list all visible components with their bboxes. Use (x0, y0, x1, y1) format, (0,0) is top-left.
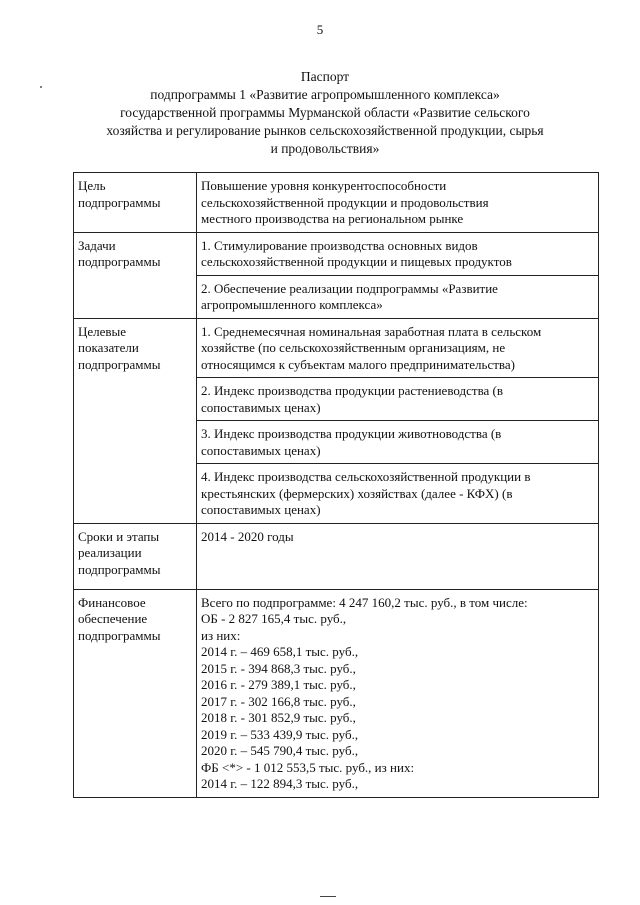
finance-line: 2018 г. - 301 852,9 тыс. руб., (201, 710, 356, 725)
row-value (197, 173, 599, 233)
label-line: подпрограммы (78, 561, 161, 577)
value-line: хозяйстве (по сельскохозяйственным организациям, не (201, 340, 506, 355)
task-item (197, 232, 599, 275)
label-line: Финансовое (78, 594, 146, 610)
finance-line: ОБ - 2 827 165,4 тыс. руб., (201, 611, 347, 626)
indicator-item (197, 421, 599, 464)
table-row-terms (74, 523, 599, 589)
finance-line: 2014 г. – 469 658,1 тыс. руб., (201, 644, 359, 659)
row-label (74, 318, 197, 523)
row-label (74, 173, 197, 233)
value-line: сопоставимых ценах) (201, 399, 321, 415)
label-line: Задачи (78, 237, 116, 253)
value-line: крестьянских (фермерских) хозяйствах (далее - КФХ) (в (201, 485, 513, 501)
label-line: реализации (78, 545, 142, 560)
passport-table (73, 172, 599, 798)
finance-line: 2020 г. – 545 790,4 тыс. руб., (201, 743, 359, 758)
finance-line: ФБ <*> - 1 012 553,5 тыс. руб., из них: (201, 759, 415, 775)
title-line: хозяйства и регулирование рынков сельскохозяйственной продукции, сырья (106, 123, 544, 138)
finance-line: 2014 г. – 122 894,3 тыс. руб., (201, 776, 359, 791)
label-line: подпрограммы (78, 254, 161, 269)
table-row-financing (74, 589, 599, 797)
title-line: и продовольствия» (270, 141, 380, 156)
finance-line: 2015 г. - 394 868,3 тыс. руб., (201, 660, 356, 676)
label-line: Сроки и этапы (78, 528, 160, 544)
row-label (74, 589, 197, 797)
indicator-item (197, 318, 599, 378)
value-line: 2. Индекс производства продукции растениеводства (в (201, 383, 504, 398)
scan-speck (40, 86, 42, 88)
value-line: агропромышленного комплекса» (201, 297, 383, 312)
label-line: Цель (78, 178, 106, 193)
value-line: 1. Стимулирование производства основных видов (201, 237, 478, 253)
row-value (197, 523, 599, 589)
finance-line: 2019 г. – 533 439,9 тыс. руб., (201, 726, 359, 742)
table-row-goal (74, 173, 599, 233)
value-line: 1. Среднемесячная номинальная заработная плата в сельском (201, 323, 542, 339)
finance-line: 2016 г. - 279 389,1 тыс. руб., (201, 677, 356, 692)
task-item (197, 275, 599, 318)
finance-line: Всего по подпрограмме: 4 247 160,2 тыс. руб., в том числе: (201, 594, 528, 610)
label-line: обеспечение (78, 611, 148, 626)
document-title (60, 68, 590, 158)
row-label (74, 232, 197, 318)
title-line: государственной программы Мурманской области «Развитие сельского (120, 105, 530, 120)
label-line: показатели (78, 340, 139, 355)
label-line: Целевые (78, 323, 127, 339)
title-line: Паспорт (300, 69, 350, 84)
table-row-indicators (74, 318, 599, 378)
value-line: сопоставимых ценах) (201, 442, 321, 458)
title-line: подпрограммы 1 «Развитие агропромышленного комплекса» (150, 87, 500, 102)
label-line: подпрограммы (78, 627, 161, 643)
indicator-item (197, 464, 599, 524)
value-line: сельскохозяйственной продукции и пищевых продуктов (201, 254, 512, 269)
indicator-item (197, 378, 599, 421)
page-number: 5 (316, 22, 324, 37)
finance-line: из них: (201, 627, 241, 643)
value-line: относящимся к субъектам малого предпринимательства) (201, 356, 515, 372)
value-line: 2014 - 2020 годы (201, 528, 294, 544)
row-value (197, 589, 599, 797)
value-line: 2. Обеспечение реализации подпрограммы «Развитие (201, 280, 498, 296)
value-line: 3. Индекс производства продукции животноводства (в (201, 426, 502, 441)
bottom-mark (320, 896, 336, 897)
label-line: подпрограммы (78, 194, 161, 210)
value-line: сельскохозяйственной продукции и продовольствия (201, 194, 489, 210)
value-line: Повышение уровня конкурентоспособности (201, 178, 447, 193)
row-label (74, 523, 197, 589)
table-row-tasks (74, 232, 599, 275)
value-line: сопоставимых ценах) (201, 502, 321, 517)
value-line: 4. Индекс производства сельскохозяйственной продукции в (201, 469, 531, 484)
label-line: подпрограммы (78, 356, 161, 372)
value-line: местного производства на региональном рынке (201, 211, 464, 226)
finance-line: 2017 г. - 302 166,8 тыс. руб., (201, 693, 356, 709)
